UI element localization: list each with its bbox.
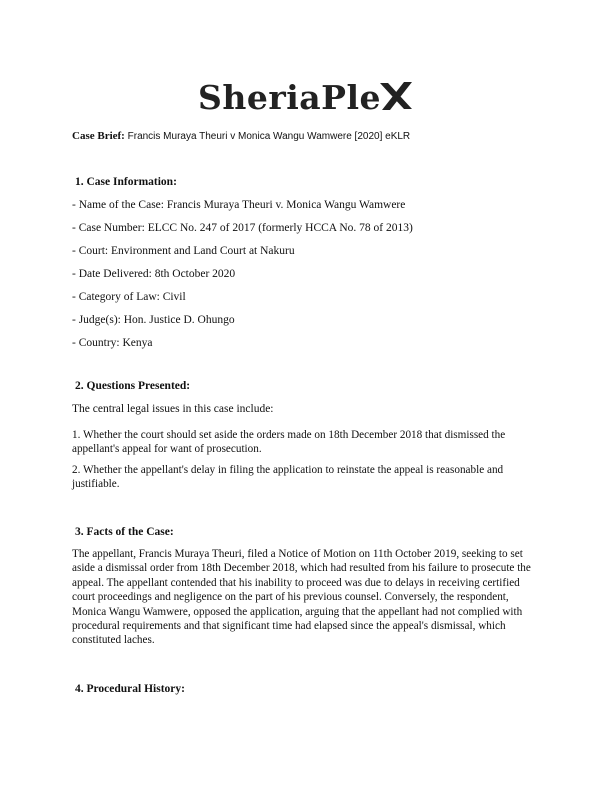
question-2: 2. Whether the appellant's delay in filing the application to reinstate the appeal is reasonable and justifiable. xyxy=(72,464,504,491)
questions-intro: The central legal issues in this case include: xyxy=(72,403,274,415)
section-heading-facts: 3. Facts of the Case: xyxy=(75,526,174,538)
section-heading-questions: 2. Questions Presented: xyxy=(75,380,191,392)
case-brief-title: Francis Muraya Theuri v Monica Wangu Wamwere [2020] eKLR xyxy=(127,131,411,142)
case-brief-label: Case Brief: xyxy=(72,130,125,142)
logo-x-mark-icon xyxy=(378,79,414,113)
case-brief-line xyxy=(72,130,410,142)
case-info-name: - Name of the Case: Francis Muraya Theuri v. Monica Wangu Wamwere xyxy=(72,199,406,211)
case-info-country: - Country: Kenya xyxy=(72,337,153,349)
question-1: 1. Whether the court should set aside the orders made on 18th December 2018 that dismissed the appellant's appeal for want of prosecution. xyxy=(72,429,506,456)
section-heading-procedural-history: 4. Procedural History: xyxy=(75,683,185,695)
sheriaplex-logo xyxy=(0,78,612,118)
case-info-number: - Case Number: ELCC No. 247 of 2017 (formerly HCCA No. 78 of 2013) xyxy=(72,222,413,234)
case-info-category: - Category of Law: Civil xyxy=(72,291,186,303)
logo-text: SheriaPle xyxy=(198,78,381,117)
case-info-judges: - Judge(s): Hon. Justice D. Ohungo xyxy=(72,314,235,326)
section-heading-case-information: 1. Case Information: xyxy=(75,176,177,188)
facts-body: The appellant, Francis Muraya Theuri, filed a Notice of Motion on 11th October 2019, seeking to set aside a dismissal order from 18th December 2018, which had resulted from his failure to prosecute the appeal. The appellant contended that his inability to proceed was due to delays in receiving certified court proceedings and negligence on the part of his previous counsel. Conversely, the respondent, Monica Wangu Wamwere, opposed the application, arguing that the appellant had not complied with procedural requirements and that significant time had elapsed since the appeal's dismissal, which constituted laches. xyxy=(72,548,531,647)
case-info-date: - Date Delivered: 8th October 2020 xyxy=(72,268,236,280)
case-info-court: - Court: Environment and Land Court at Nakuru xyxy=(72,245,295,257)
